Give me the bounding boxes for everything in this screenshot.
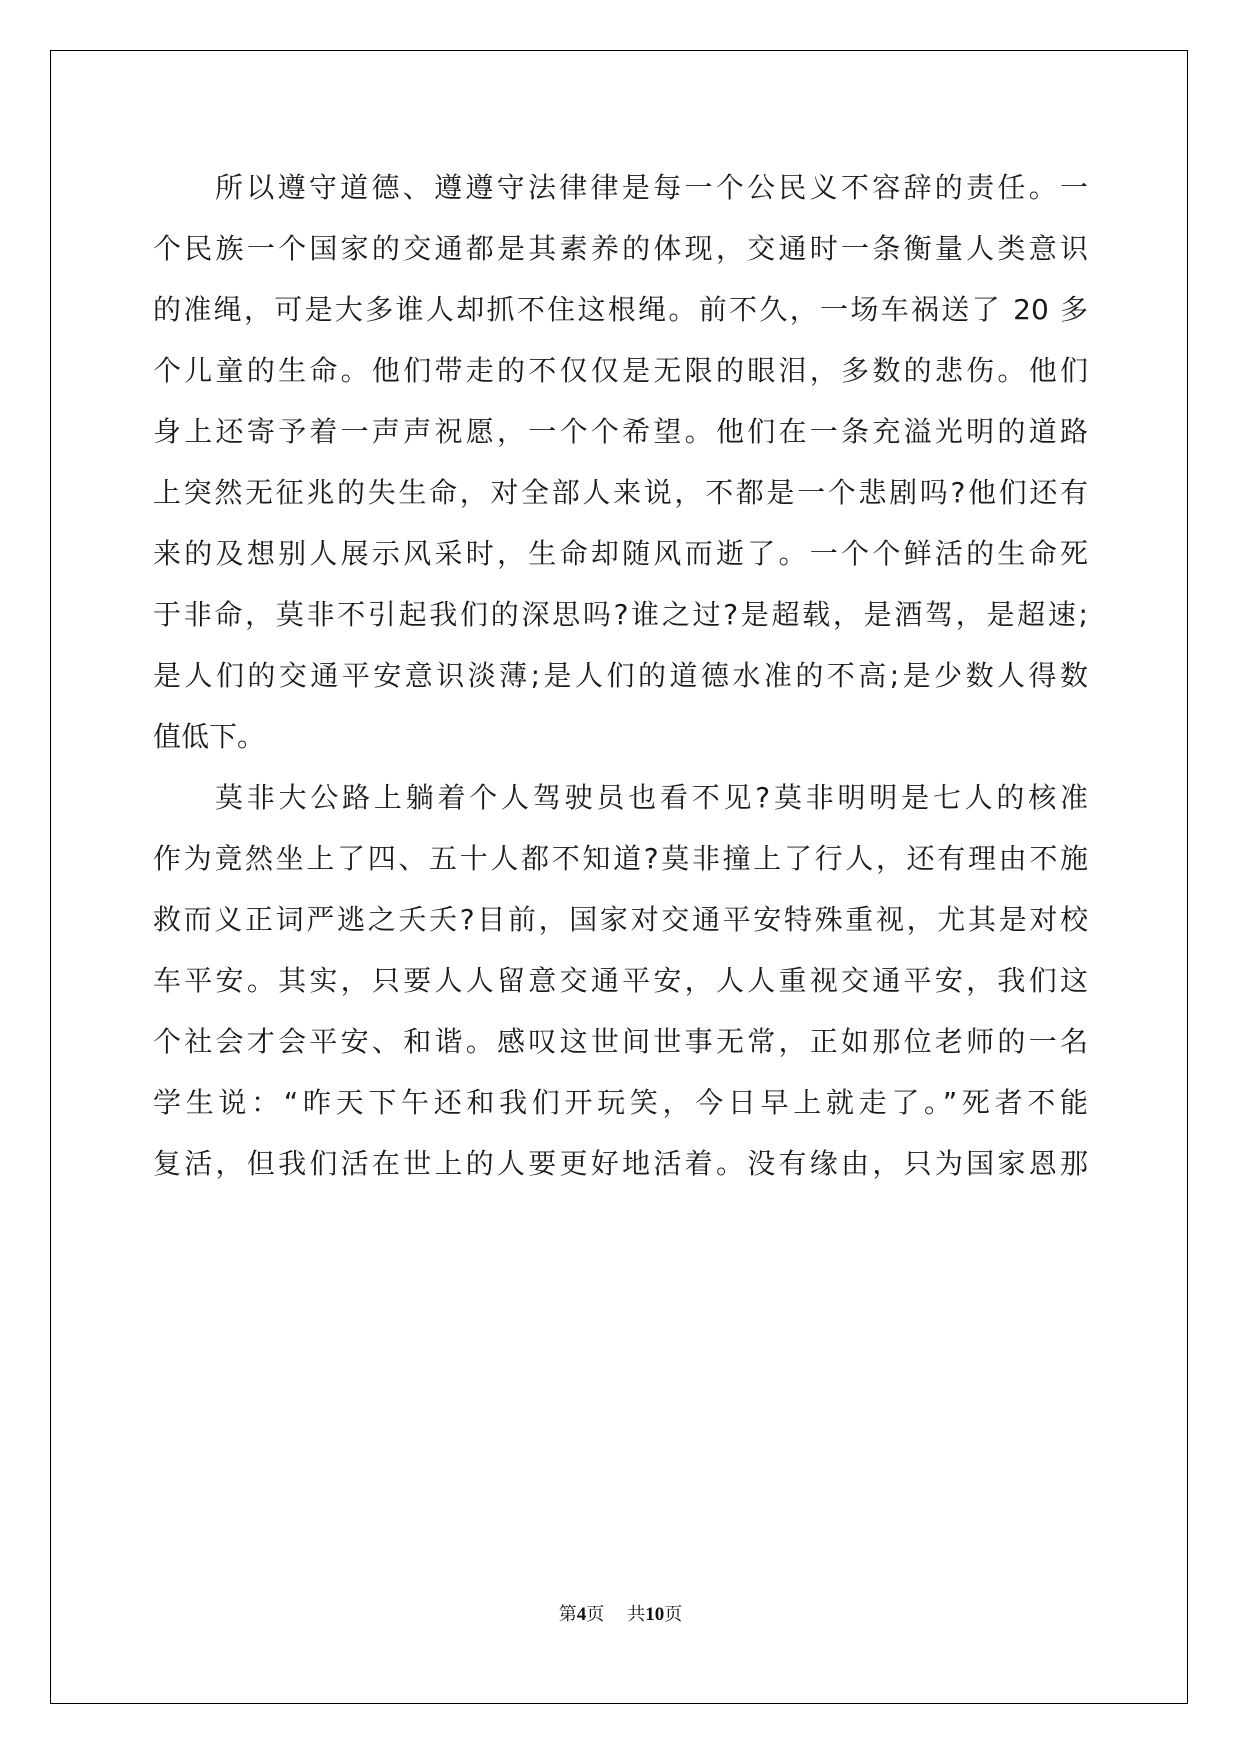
page-footer (0, 1600, 1241, 1626)
text-line: 身上还寄予着一声声祝愿，一个个希望。他们在一条充溢光明的道路 (153, 415, 1088, 448)
text-line: 于非命，莫非不引起我们的深思吗?谁之过?是超载，是酒驾，是超速; (153, 598, 1088, 631)
page-suffix: 页 (586, 1604, 605, 1625)
total-pages: 10 (645, 1604, 665, 1625)
document-body (153, 157, 1088, 1194)
paragraph-1 (153, 157, 1088, 767)
total-suffix: 页 (664, 1604, 683, 1625)
text-line: 莫非大公路上躺着个人驾驶员也看不见?莫非明明是七人的核准 (215, 781, 1088, 814)
text-line: 个社会才会平安、和谐。感叹这世间世事无常，正如那位老师的一名 (153, 1025, 1088, 1058)
text-line: 救而义正词严逃之夭夭?目前，国家对交通平安特殊重视，尤其是对校 (153, 903, 1088, 936)
text-line: 来的及想别人展示风采时，生命却随风而逝了。一个个鲜活的生命死 (153, 537, 1088, 570)
total-prefix: 共 (627, 1604, 646, 1625)
text-line: 值低下。 (153, 720, 266, 753)
text-line: 作为竟然坐上了四、五十人都不知道?莫非撞上了行人，还有理由不施 (153, 842, 1088, 875)
text-line: 学生说：“昨天下午还和我们开玩笑，今日早上就走了。”死者不能 (153, 1086, 1088, 1119)
text-line: 是人们的交通平安意识淡薄;是人们的道德水准的不高;是少数人得数 (153, 659, 1088, 692)
page-number: 4 (576, 1604, 587, 1625)
text-line: 上突然无征兆的失生命，对全部人来说，不都是一个悲剧吗?他们还有 (153, 476, 1088, 509)
text-line: 所以遵守道德、遵遵守法律律是每一个公民义不容辞的责任。一 (215, 171, 1088, 204)
paragraph-2 (153, 767, 1088, 1194)
page-prefix: 第 (558, 1604, 577, 1625)
text-line: 车平安。其实，只要人人留意交通平安，人人重视交通平安，我们这 (153, 964, 1088, 997)
text-line: 的准绳，可是大多谁人却抓不住这根绳。前不久，一场车祸送了 20 多 (153, 293, 1088, 326)
text-line: 个民族一个国家的交通都是其素养的体现，交通时一条衡量人类意识 (153, 232, 1088, 265)
text-line: 个儿童的生命。他们带走的不仅仅是无限的眼泪，多数的悲伤。他们 (153, 354, 1088, 387)
text-line: 复活，但我们活在世上的人要更好地活着。没有缘由，只为国家恩那 (153, 1147, 1088, 1180)
